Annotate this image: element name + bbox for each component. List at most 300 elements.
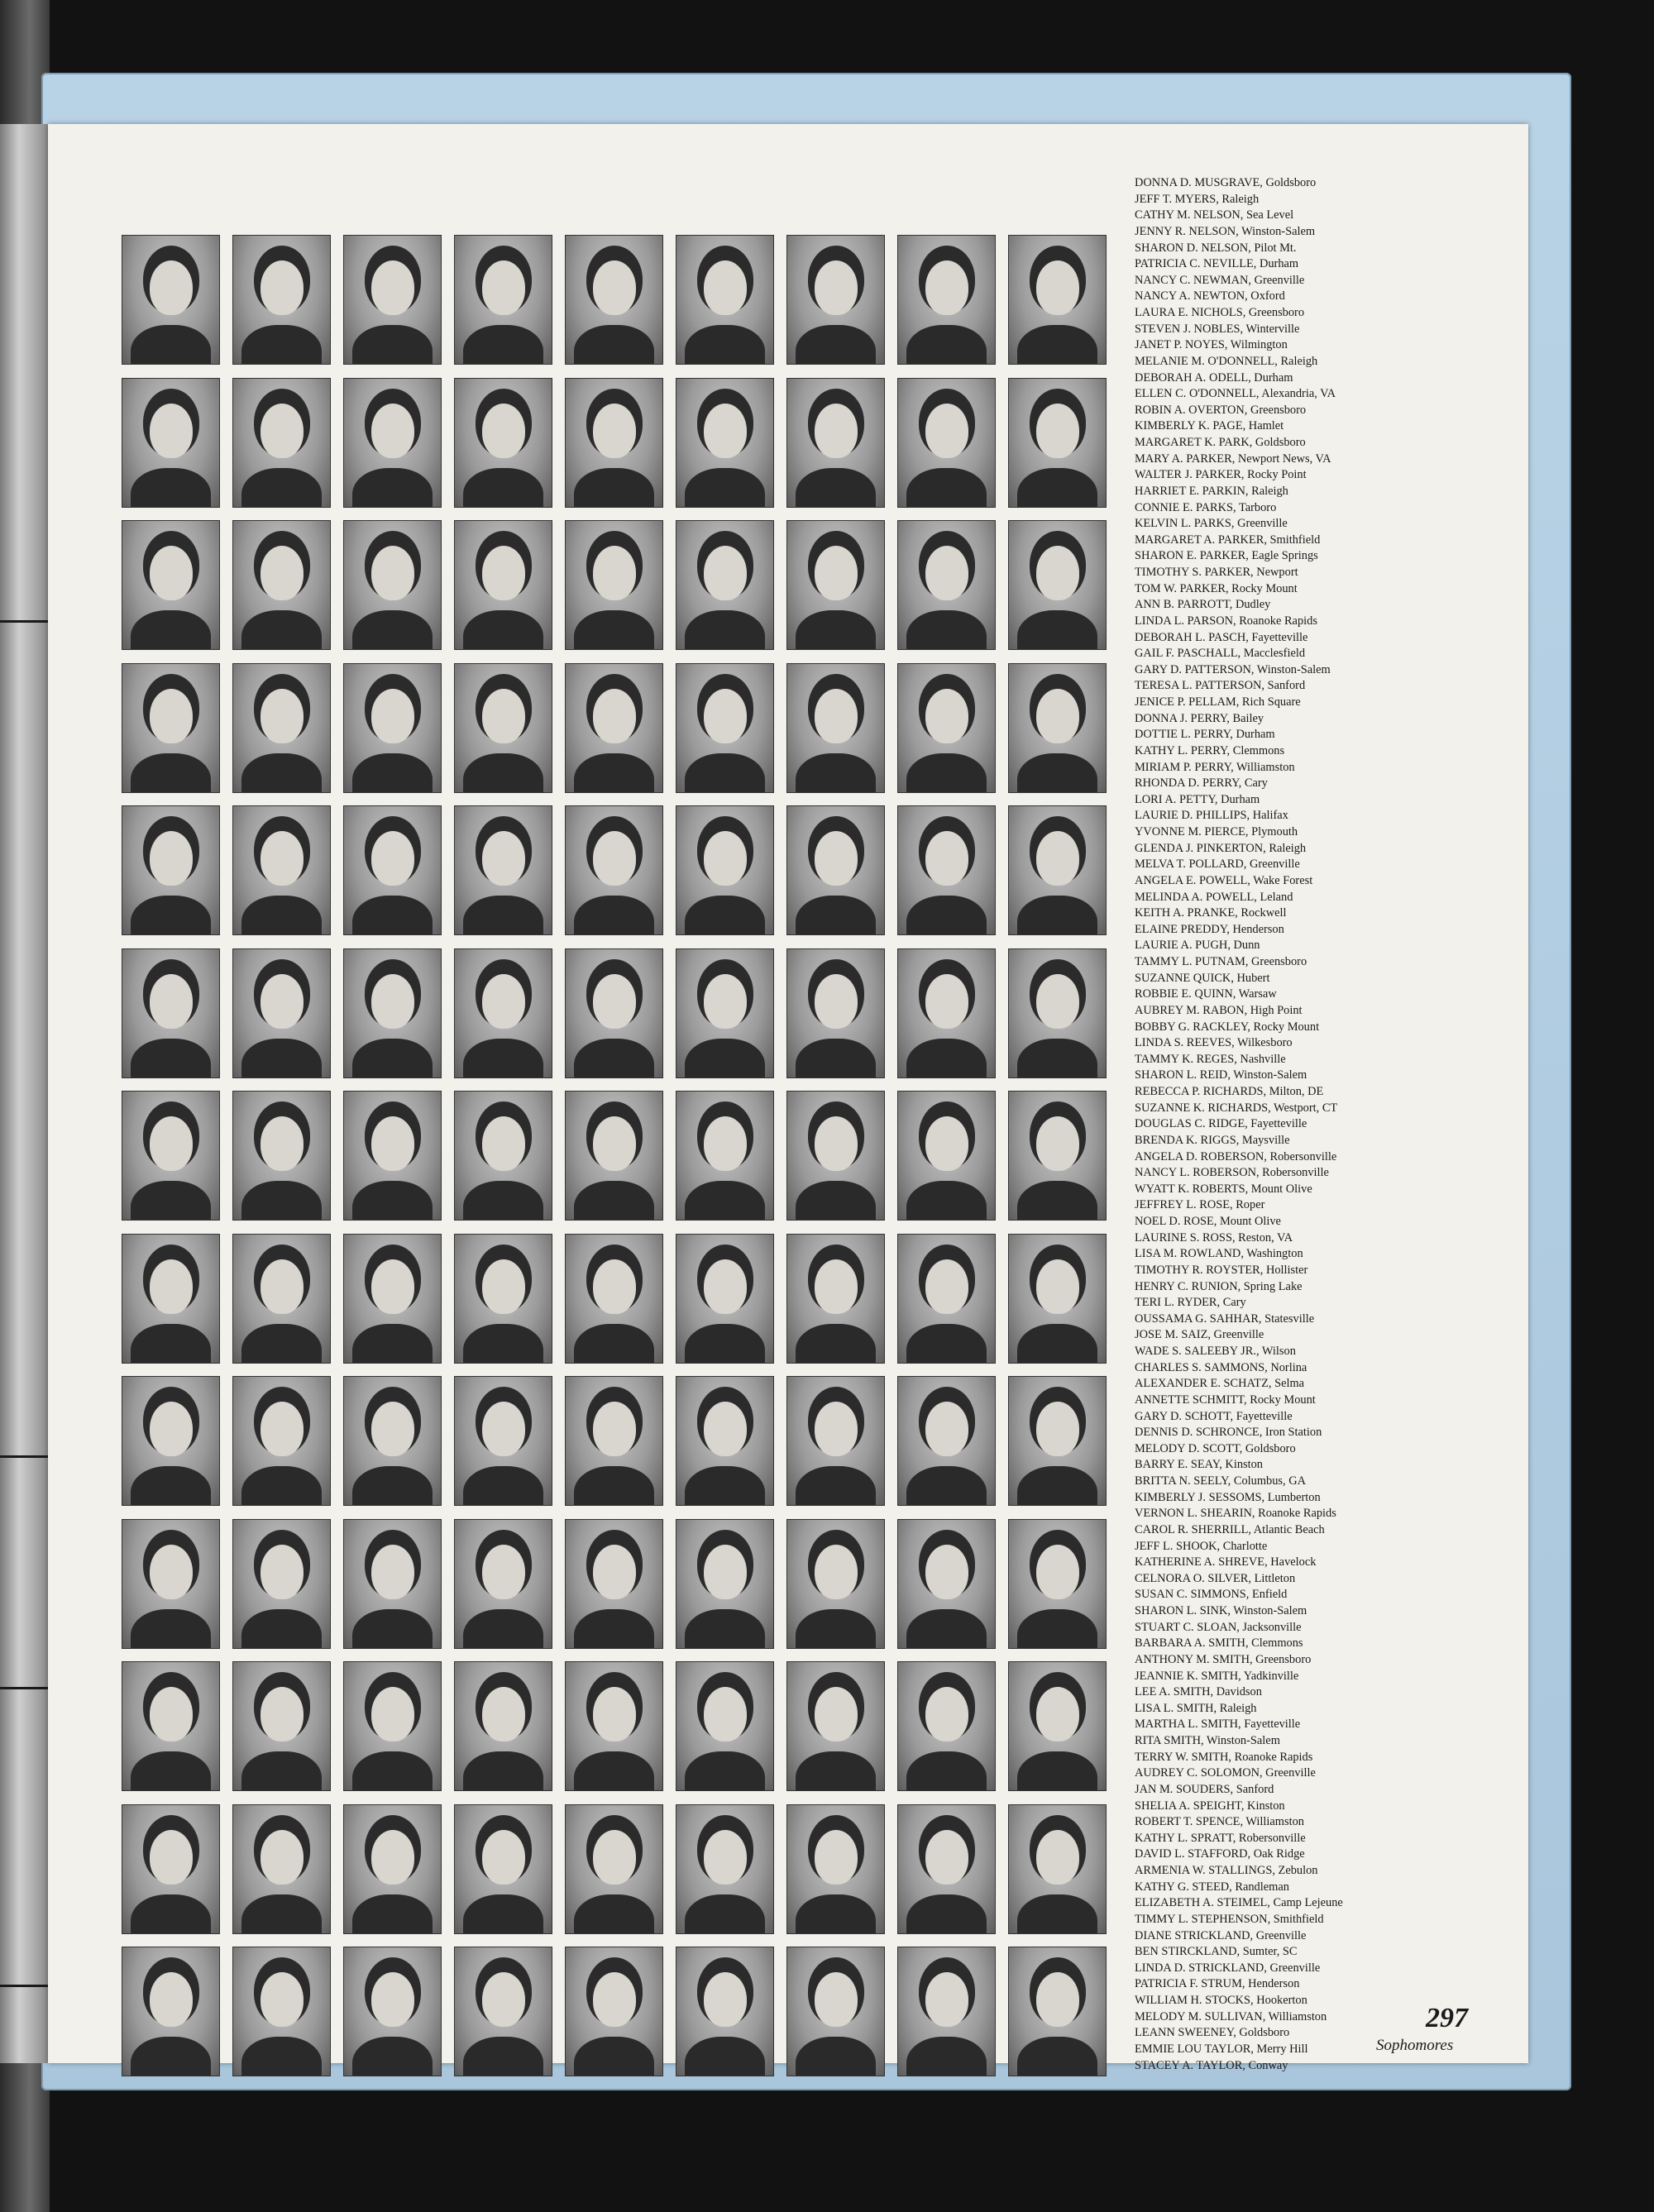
student-name: LAURIE A. PUGH, Dunn [1135,939,1260,953]
portrait-shoulders [241,1324,322,1363]
student-portrait [122,949,219,1077]
student-name: JEFF L. SHOOK, Charlotte [1135,1539,1268,1553]
portrait-head [1036,1402,1079,1456]
portrait-shoulders [906,1894,987,1933]
portrait-shoulders [241,1609,322,1648]
portrait-shoulders [352,468,433,507]
portrait-head [482,546,525,600]
portrait-shoulders [906,1609,987,1648]
portrait-shoulders [463,1324,543,1363]
portrait-shoulders [352,1609,433,1648]
student-portrait [122,1092,219,1220]
student-name: VERNON L. SHEARIN, Roanoke Rapids [1135,1507,1336,1521]
student-portrait [787,949,884,1077]
student-name: LINDA D. STRICKLAND, Greenville [1135,1961,1321,1975]
student-name: TOM W. PARKER, Rocky Mount [1135,581,1298,595]
portrait-head [815,1545,858,1599]
portrait-shoulders [463,753,543,792]
student-name: SHARON L. SINK, Winston-Salem [1135,1604,1307,1617]
portrait-head [482,260,525,315]
student-portrait [566,1662,662,1790]
portrait-head [815,831,858,886]
portrait-head [593,689,636,743]
previous-page-edge [0,124,48,2063]
portrait-head [1036,404,1079,458]
student-portrait [1009,1947,1106,2076]
student-name: WYATT K. ROBERTS, Mount Olive [1135,1182,1312,1196]
portrait-head [704,1402,747,1456]
portrait-head [482,1545,525,1599]
portrait-shoulders [131,325,211,364]
student-portrait [566,236,662,364]
student-name: NANCY A. NEWTON, Oxford [1135,289,1285,303]
student-name: LORI A. PETTY, Durham [1135,792,1260,806]
student-portrait [1009,379,1106,507]
portrait-head [150,1972,193,2027]
portrait-head [1036,1259,1079,1314]
student-portrait [233,1805,330,1933]
portrait-shoulders [1017,1466,1097,1505]
portrait-head [482,689,525,743]
student-portrait [233,949,330,1077]
student-portrait [898,1092,995,1220]
portrait-shoulders [463,2037,543,2076]
portrait-head [925,1972,968,2027]
student-portrait [566,521,662,649]
student-name: CATHY M. NELSON, Sea Level [1135,208,1294,222]
portrait-head [593,1402,636,1456]
portrait-head [150,1830,193,1885]
student-name: BARBARA A. SMITH, Clemmons [1135,1636,1303,1651]
student-portrait [455,1092,552,1220]
student-portrait [122,1235,219,1363]
portrait-shoulders [685,610,765,649]
student-name: ELIZABETH A. STEIMEL, Camp Lejeune [1135,1896,1343,1910]
student-name: ANNETTE SCHMITT, Rocky Mount [1135,1393,1316,1407]
portrait-shoulders [574,468,654,507]
student-portrait [344,236,441,364]
student-portrait [787,521,884,649]
student-portrait [455,664,552,792]
student-name: SUZANNE K. RICHARDS, Westport, CT [1135,1101,1338,1115]
student-name: GARY D. SCHOTT, Fayetteville [1135,1409,1293,1423]
portrait-shoulders [352,1894,433,1933]
student-name: KATHY L. PERRY, Clemmons [1135,743,1285,757]
student-portrait [122,1805,219,1933]
portrait-head [1036,1545,1079,1599]
student-portrait [676,379,773,507]
student-portrait [1009,1662,1106,1790]
student-name: TERI L. RYDER, Cary [1135,1296,1246,1310]
student-name: MELODY D. SCOTT, Goldsboro [1135,1441,1296,1455]
portrait-head [925,404,968,458]
portrait-head [593,546,636,600]
student-name: DENNIS D. SCHRONCE, Iron Station [1135,1426,1322,1440]
student-portrait [787,1805,884,1933]
student-name: MELODY M. SULLIVAN, Williamston [1135,2009,1327,2023]
student-portrait [1009,1235,1106,1363]
portrait-head [150,689,193,743]
student-portrait [122,806,219,934]
student-name: ALEXANDER E. SCHATZ, Selma [1135,1377,1305,1391]
student-name: HENRY C. RUNION, Spring Lake [1135,1279,1303,1293]
portrait-head [925,1402,968,1456]
portrait-shoulders [463,610,543,649]
student-portrait [787,236,884,364]
portrait-head [925,1687,968,1741]
page-number: 297 [1426,2003,1468,2033]
student-name: DEBORAH A. ODELL, Durham [1135,370,1293,385]
portrait-shoulders [241,468,322,507]
student-name: KEITH A. PRANKE, Rockwell [1135,906,1287,920]
student-name: REBECCA P. RICHARDS, Milton, DE [1135,1085,1324,1098]
portrait-head [925,546,968,600]
student-portrait [455,521,552,649]
portrait-head [1036,831,1079,886]
portrait-head [704,831,747,886]
student-name: MELINDA A. POWELL, Leland [1135,890,1293,904]
portrait-shoulders [352,610,433,649]
student-portrait [676,236,773,364]
student-portrait [898,236,995,364]
student-portrait [1009,949,1106,1077]
student-portrait [455,1805,552,1933]
student-portrait [898,1235,995,1363]
student-name: LINDA S. REEVES, Wilkesboro [1135,1036,1293,1050]
portrait-shoulders [796,896,876,934]
student-name: ELLEN C. O'DONNELL, Alexandria, VA [1135,387,1336,401]
student-name: BRITTA N. SEELY, Columbus, GA [1135,1474,1307,1488]
portrait-shoulders [906,468,987,507]
portrait-shoulders [574,1324,654,1363]
portrait-head [1036,260,1079,315]
student-portrait [122,1520,219,1648]
portrait-head [704,1545,747,1599]
portrait-head [150,546,193,600]
portrait-head [261,1830,304,1885]
student-portrait [898,1805,995,1933]
student-name: ANGELA E. POWELL, Wake Forest [1135,873,1313,887]
portrait-shoulders [131,896,211,934]
portrait-head [482,1972,525,2027]
student-portrait [566,1092,662,1220]
portrait-head [704,1259,747,1314]
student-portrait [676,949,773,1077]
student-portrait [344,664,441,792]
student-name: LAURA E. NICHOLS, Greensboro [1135,306,1305,319]
student-portrait [122,664,219,792]
portrait-head [593,974,636,1029]
portrait-head [261,1972,304,2027]
portrait-head [704,404,747,458]
portrait-shoulders [1017,468,1097,507]
student-portrait [566,1377,662,1505]
student-name: LAURINE S. ROSS, Reston, VA [1135,1230,1293,1245]
portrait-shoulders [131,1751,211,1790]
portrait-head [371,404,414,458]
portrait-shoulders [906,610,987,649]
portrait-head [261,1545,304,1599]
portrait-shoulders [1017,753,1097,792]
student-name: BRENDA K. RIGGS, Maysville [1135,1133,1290,1147]
student-portrait [566,664,662,792]
student-portrait [122,1947,219,2076]
student-name: EMMIE LOU TAYLOR, Merry Hill [1135,2042,1308,2056]
student-portrait [676,1805,773,1933]
student-name: STUART C. SLOAN, Jacksonville [1135,1620,1302,1634]
student-name: LINDA L. PARSON, Roanoke Rapids [1135,614,1317,628]
student-portrait [1009,1377,1106,1505]
portrait-head [925,1830,968,1885]
portrait-shoulders [1017,1039,1097,1077]
portrait-shoulders [796,468,876,507]
student-portrait [1009,1092,1106,1220]
student-name: MARGARET A. PARKER, Smithfield [1135,533,1321,547]
student-portrait [233,1235,330,1363]
portrait-shoulders [574,1751,654,1790]
student-portrait [455,1662,552,1790]
portrait-head [704,546,747,600]
portrait-head [150,1402,193,1456]
portrait-head [593,1545,636,1599]
portrait-shoulders [131,1181,211,1220]
student-portrait [455,236,552,364]
student-portrait [1009,521,1106,649]
student-portrait [898,664,995,792]
portrait-shoulders [131,1609,211,1648]
portrait-head [1036,546,1079,600]
student-name: NANCY C. NEWMAN, Greenville [1135,273,1305,287]
portrait-shoulders [241,610,322,649]
student-name: RHONDA D. PERRY, Cary [1135,776,1268,791]
student-portrait [455,949,552,1077]
student-name: MARY A. PARKER, Newport News, VA [1135,451,1331,466]
portrait-head [925,689,968,743]
student-name: WILLIAM H. STOCKS, Hookerton [1135,1994,1307,2007]
portrait-shoulders [1017,896,1097,934]
portrait-head [150,974,193,1029]
portrait-head [261,1259,304,1314]
student-portrait [676,1520,773,1648]
student-name: SHELIA A. SPEIGHT, Kinston [1135,1799,1285,1813]
portrait-head [261,689,304,743]
portrait-head [371,1830,414,1885]
portrait-shoulders [1017,1324,1097,1363]
student-portrait [233,1520,330,1648]
portrait-head [371,831,414,886]
student-name: TERRY W. SMITH, Roanoke Rapids [1135,1750,1313,1764]
student-portrait [344,806,441,934]
student-name: NANCY L. ROBERSON, Robersonville [1135,1166,1329,1180]
student-name: JAN M. SOUDERS, Sanford [1135,1782,1274,1796]
student-name: DAVID L. STAFFORD, Oak Ridge [1135,1847,1305,1861]
student-name: TIMOTHY S. PARKER, Newport [1135,566,1298,579]
portrait-shoulders [906,1181,987,1220]
portrait-head [371,974,414,1029]
student-portrait [787,1947,884,2076]
student-name: AUBREY M. RABON, High Point [1135,1003,1303,1017]
student-name: SHARON L. REID, Winston-Salem [1135,1068,1307,1082]
student-name: LEANN SWEENEY, Goldsboro [1135,2026,1290,2040]
student-name: GARY D. PATTERSON, Winston-Salem [1135,662,1331,676]
student-portrait [566,806,662,934]
portrait-shoulders [131,468,211,507]
portrait-head [815,404,858,458]
student-name: BARRY E. SEAY, Kinston [1135,1458,1264,1472]
portrait-shoulders [685,1751,765,1790]
portrait-shoulders [1017,610,1097,649]
portrait-shoulders [352,1181,433,1220]
portrait-head [150,1687,193,1741]
portrait-head [371,260,414,315]
student-portrait [455,806,552,934]
student-portrait [566,949,662,1077]
student-portrait [676,664,773,792]
student-name: DOUGLAS C. RIDGE, Fayetteville [1135,1117,1307,1131]
portrait-shoulders [685,1894,765,1933]
student-portrait [233,1947,330,2076]
student-name: JEFFREY L. ROSE, Roper [1135,1198,1265,1212]
student-name: GLENDA J. PINKERTON, Raleigh [1135,841,1307,855]
portrait-head [1036,1687,1079,1741]
portrait-head [261,1116,304,1171]
student-name: STACEY A. TAYLOR, Conway [1135,2058,1288,2072]
portrait-head [593,1259,636,1314]
portrait-head [482,1402,525,1456]
student-name: TIMOTHY R. ROYSTER, Hollister [1135,1263,1308,1277]
portrait-head [815,1830,858,1885]
portrait-shoulders [796,753,876,792]
student-name: PATRICIA C. NEVILLE, Durham [1135,257,1299,271]
portrait-head [925,974,968,1029]
portrait-shoulders [463,1181,543,1220]
student-name: ELAINE PREDDY, Henderson [1135,922,1284,936]
portrait-shoulders [1017,1751,1097,1790]
student-name: ANGELA D. ROBERSON, Robersonville [1135,1149,1337,1163]
student-name: JEFF T. MYERS, Raleigh [1135,192,1260,206]
student-portrait [1009,664,1106,792]
portrait-shoulders [796,610,876,649]
student-name: ROBIN A. OVERTON, Greensboro [1135,403,1307,417]
student-name: MARTHA L. SMITH, Fayetteville [1135,1718,1301,1732]
portrait-head [482,1116,525,1171]
student-name: DONNA J. PERRY, Bailey [1135,711,1264,725]
portrait-head [704,1972,747,2027]
portrait-shoulders [796,325,876,364]
portrait-shoulders [1017,325,1097,364]
student-portrait [344,1235,441,1363]
student-name: JENNY R. NELSON, Winston-Salem [1135,224,1316,238]
student-name: JEANNIE K. SMITH, Yadkinville [1135,1669,1299,1683]
student-portrait [566,1947,662,2076]
portrait-shoulders [906,753,987,792]
portrait-head [261,1687,304,1741]
portrait-head [593,1972,636,2027]
student-portrait [344,379,441,507]
student-portrait [1009,1805,1106,1933]
student-portrait [344,1947,441,2076]
portrait-head [815,1402,858,1456]
portrait-shoulders [685,325,765,364]
student-portrait [787,1662,884,1790]
portrait-head [482,1830,525,1885]
portrait-shoulders [463,896,543,934]
portrait-head [261,546,304,600]
student-portrait [344,949,441,1077]
student-name: TERESA L. PATTERSON, Sanford [1135,679,1306,693]
portrait-head [150,1259,193,1314]
student-portrait [344,1805,441,1933]
student-portrait [233,521,330,649]
portrait-head [371,1972,414,2027]
portrait-shoulders [463,1039,543,1077]
portrait-shoulders [463,468,543,507]
student-portrait [566,379,662,507]
portrait-shoulders [241,1894,322,1933]
student-name: MIRIAM P. PERRY, Williamston [1135,760,1295,774]
portrait-head [261,1402,304,1456]
portrait-shoulders [241,1181,322,1220]
student-name: KATHERINE A. SHREVE, Havelock [1135,1555,1317,1569]
portrait-shoulders [352,1466,433,1505]
student-portrait [1009,1520,1106,1648]
portrait-shoulders [574,753,654,792]
portrait-head [261,831,304,886]
portrait-shoulders [131,1324,211,1363]
student-name: TAMMY K. REGES, Nashville [1135,1052,1286,1066]
portrait-shoulders [796,1466,876,1505]
portrait-shoulders [685,1466,765,1505]
portrait-shoulders [685,1181,765,1220]
student-portrait [122,236,219,364]
portrait-head [482,1259,525,1314]
portrait-shoulders [131,610,211,649]
student-name: TIMMY L. STEPHENSON, Smithfield [1135,1912,1324,1926]
portrait-head [704,974,747,1029]
student-name: LISA M. ROWLAND, Washington [1135,1247,1303,1261]
student-portrait [455,1947,552,2076]
portrait-head [815,1116,858,1171]
portrait-shoulders [574,2037,654,2076]
portrait-head [593,404,636,458]
student-portrait [787,664,884,792]
student-portrait [233,806,330,934]
student-name: KIMBERLY K. PAGE, Hamlet [1135,419,1284,433]
portrait-head [371,1545,414,1599]
portrait-shoulders [574,1039,654,1077]
student-name: KATHY G. STEED, Randleman [1135,1880,1289,1894]
student-portrait [676,1092,773,1220]
portrait-head [925,1116,968,1171]
student-portrait [676,1662,773,1790]
student-name: DOTTIE L. PERRY, Durham [1135,728,1275,742]
portrait-head [482,974,525,1029]
portrait-shoulders [1017,1181,1097,1220]
student-portrait [787,1092,884,1220]
portrait-head [593,1687,636,1741]
portrait-shoulders [574,1181,654,1220]
student-name: YVONNE M. PIERCE, Plymouth [1135,825,1298,838]
student-portrait [122,379,219,507]
student-name: WADE S. SALEEBY JR., Wilson [1135,1345,1296,1358]
portrait-head [815,1687,858,1741]
student-name: CONNIE E. PARKS, Tarboro [1135,500,1277,514]
portrait-head [371,1402,414,1456]
name-list [1135,175,1408,2074]
student-portrait [566,1805,662,1933]
student-portrait [787,379,884,507]
portrait-shoulders [906,1039,987,1077]
